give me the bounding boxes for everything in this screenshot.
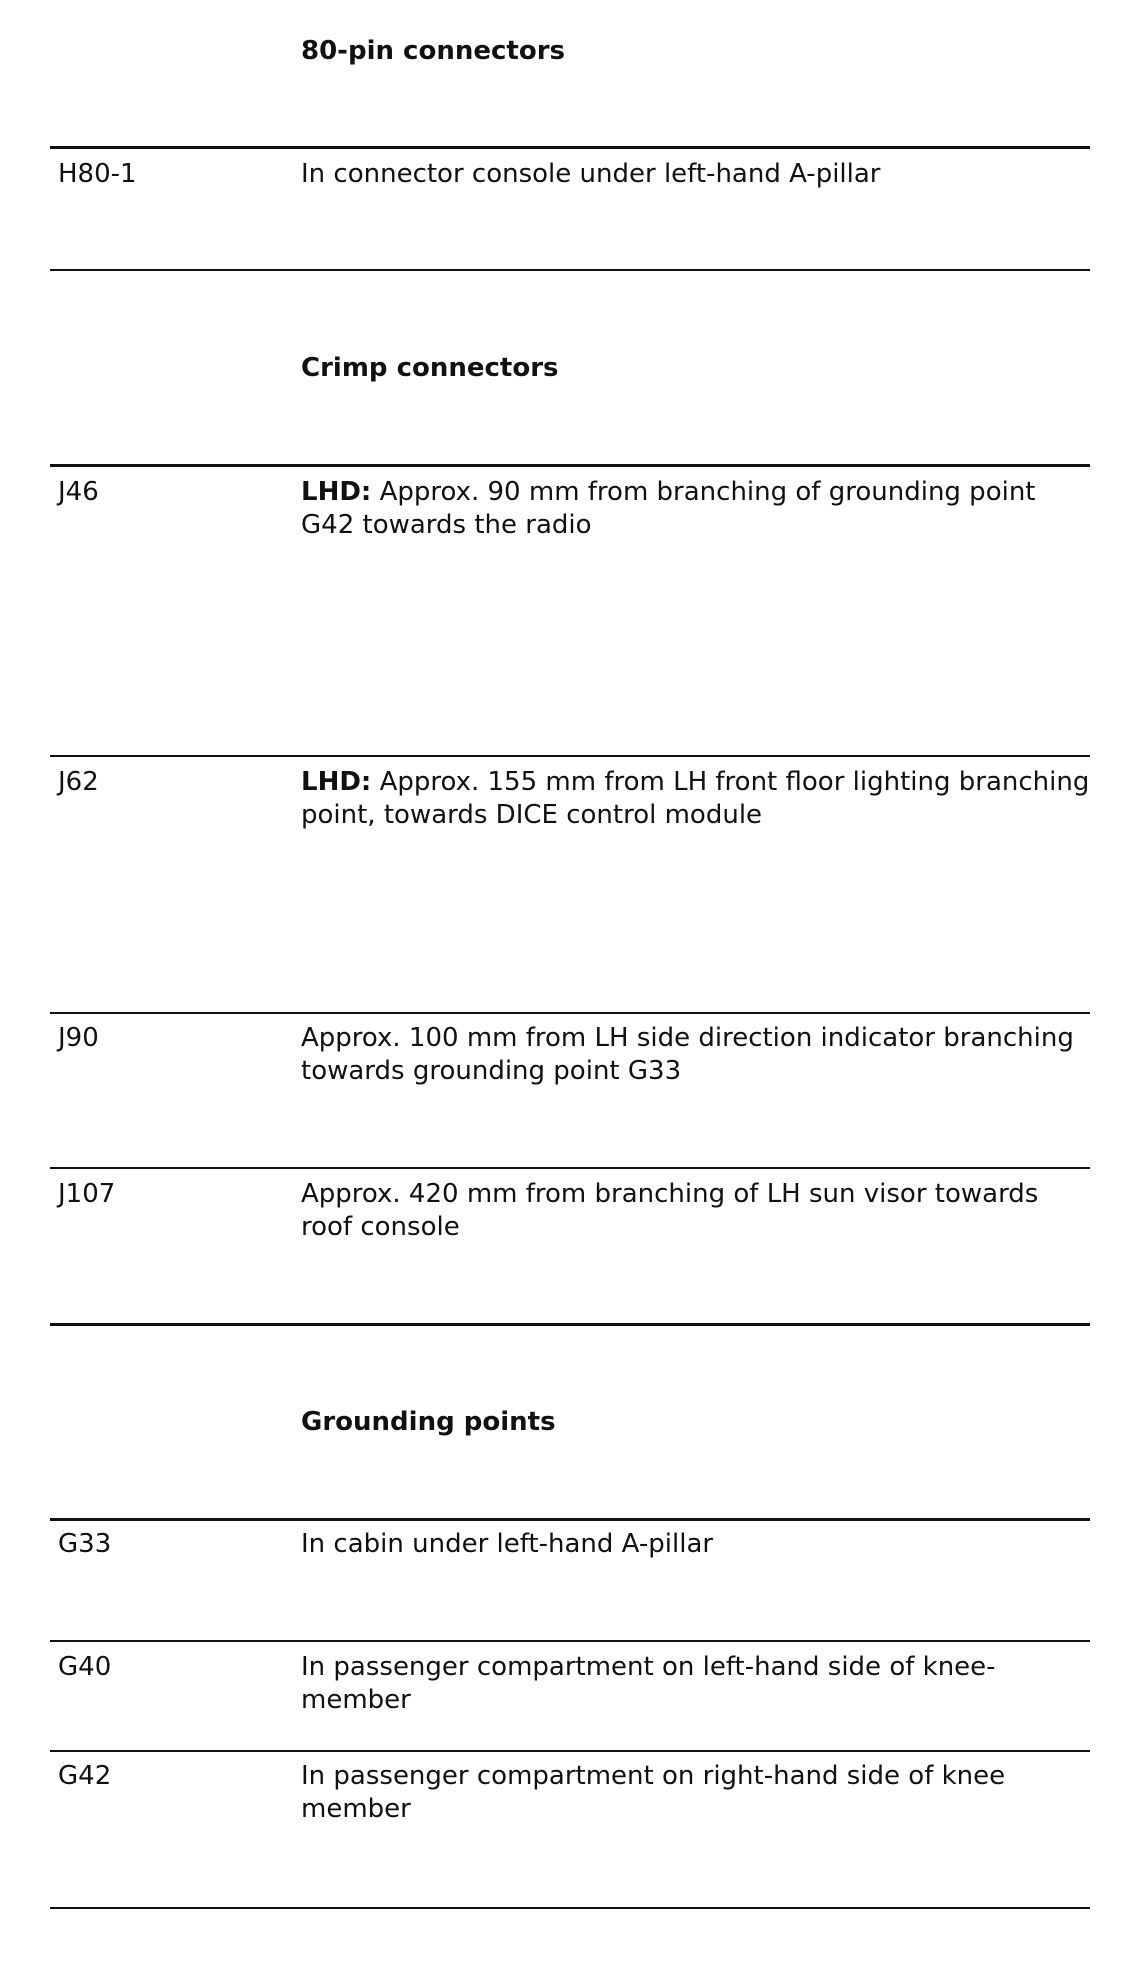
section-heading-crimp-connectors: Crimp connectors bbox=[301, 353, 559, 383]
location-text: Approx. 90 mm from branching of grounding point G42 towards the radio bbox=[301, 477, 1036, 540]
location-text: In passenger compartment on right-hand side of knee member bbox=[301, 1761, 1006, 1824]
section-heading-80-pin-connectors: 80-pin connectors bbox=[301, 36, 565, 66]
connector-location bbox=[301, 476, 1091, 542]
table-rule bbox=[50, 1750, 1090, 1752]
connector-location bbox=[301, 1022, 1091, 1088]
section-heading-grounding-points: Grounding points bbox=[301, 1407, 556, 1437]
connector-code: J62 bbox=[58, 767, 99, 797]
location-text: Approx. 100 mm from LH side direction indicator branching towards grounding point G33 bbox=[301, 1023, 1074, 1086]
location-text: Approx. 420 mm from branching of LH sun visor towards roof console bbox=[301, 1179, 1039, 1242]
grounding-point-code: G42 bbox=[58, 1761, 112, 1791]
grounding-point-location bbox=[301, 1651, 1091, 1717]
location-text: Approx. 155 mm from LH front floor lighting branching point, towards DICE control module bbox=[301, 767, 1090, 830]
table-rule bbox=[50, 1907, 1090, 1909]
connector-code: H80-1 bbox=[58, 159, 137, 189]
connector-code: J90 bbox=[58, 1023, 99, 1053]
grounding-point-location bbox=[301, 1760, 1091, 1826]
table-rule bbox=[50, 1012, 1090, 1014]
location-text: In cabin under left-hand A-pillar bbox=[301, 1529, 714, 1559]
grounding-point-code: G40 bbox=[58, 1652, 112, 1682]
location-text: In passenger compartment on left-hand side of knee-member bbox=[301, 1652, 996, 1715]
connector-code: J107 bbox=[58, 1179, 116, 1209]
connector-location bbox=[301, 766, 1091, 832]
table-rule bbox=[50, 1640, 1090, 1642]
table-rule bbox=[50, 1167, 1090, 1169]
table-rule bbox=[50, 269, 1090, 271]
table-rule bbox=[50, 1323, 1090, 1326]
connector-location bbox=[301, 1178, 1091, 1244]
grounding-point-location bbox=[301, 1528, 1091, 1561]
lhd-label: LHD: bbox=[301, 767, 372, 797]
connector-location bbox=[301, 158, 1091, 191]
connector-code: J46 bbox=[58, 477, 99, 507]
table-rule bbox=[50, 755, 1090, 757]
lhd-label: LHD: bbox=[301, 477, 372, 507]
table-rule bbox=[50, 146, 1090, 149]
table-rule bbox=[50, 464, 1090, 467]
location-text: In connector console under left-hand A-pillar bbox=[301, 159, 881, 189]
table-rule bbox=[50, 1518, 1090, 1521]
grounding-point-code: G33 bbox=[58, 1529, 112, 1559]
